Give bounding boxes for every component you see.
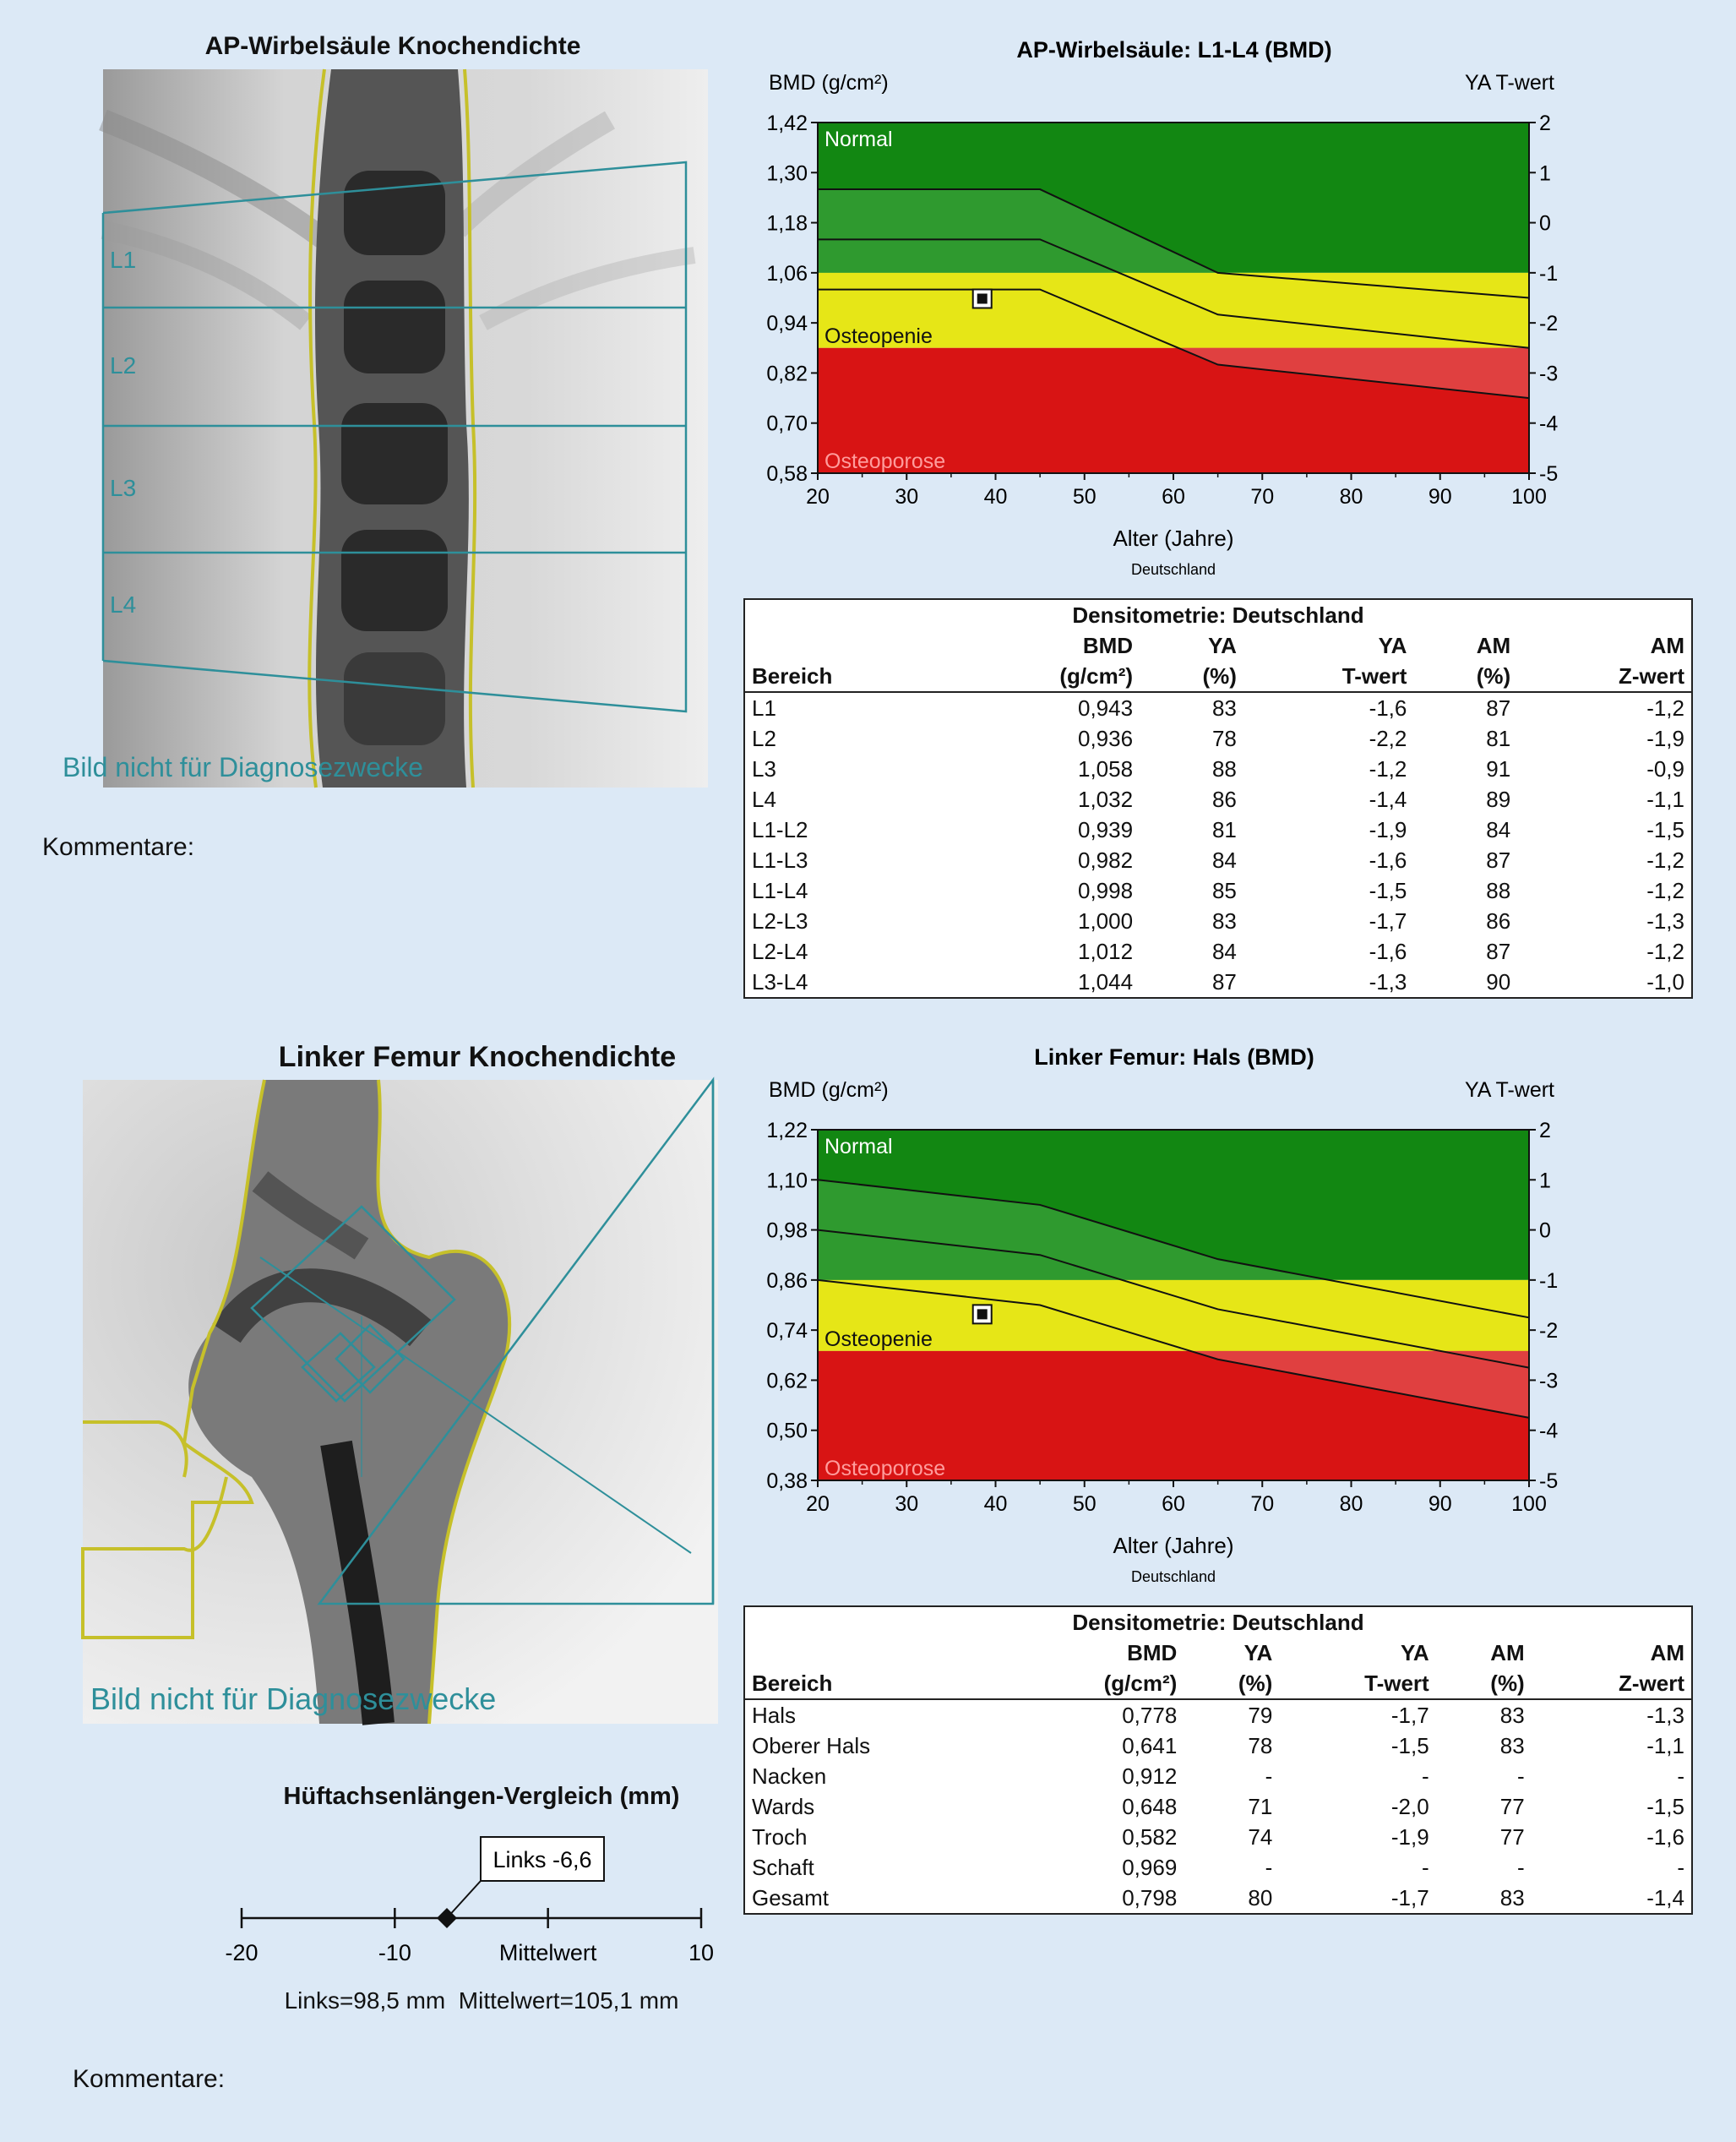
y-tick-label: 0,74 (766, 1319, 808, 1344)
value-cell: -1,4 (1369, 787, 1407, 812)
value-cell: -1,2 (1646, 878, 1684, 903)
table-row (744, 784, 1692, 815)
hip-axis-tick-label: -20 (225, 1940, 258, 1965)
chart-title: AP-Wirbelsäule: L1-L4 (BMD) (1016, 37, 1332, 63)
value-cell: -1,2 (1369, 756, 1407, 782)
header-cell: (%) (1436, 1668, 1532, 1699)
value-cell: 78 (1248, 1733, 1273, 1758)
region-cell: Nacken (752, 1763, 827, 1789)
y-tick-label: 0,58 (766, 462, 808, 486)
value-cell: 0,936 (1077, 726, 1134, 751)
x-tick-label: 90 (1428, 485, 1452, 509)
header-cell: Bereich (744, 1668, 1010, 1699)
y2-axis-label: YA T-wert (1464, 71, 1554, 95)
value-cell: -1,6 (1646, 1824, 1684, 1850)
value-cell: 80 (1248, 1885, 1273, 1910)
value-cell: 81 (1486, 726, 1511, 751)
table-row (744, 936, 1692, 967)
spine-xray-graphic (103, 69, 708, 788)
value-cell: 1,032 (1077, 787, 1134, 812)
y2-tick-label: 0 (1539, 211, 1551, 236)
x-tick-label: 80 (1339, 1492, 1363, 1516)
x-tick-label: 40 (983, 485, 1008, 509)
value-cell: - (1517, 1855, 1525, 1880)
value-cell: -1,5 (1646, 1794, 1684, 1819)
spine-xray-image (63, 69, 708, 788)
value-cell: 86 (1486, 908, 1511, 934)
zone-label-osteopenie: Osteopenie (824, 1327, 933, 1351)
value-cell: 79 (1248, 1703, 1273, 1728)
value-cell: -1,6 (1369, 848, 1407, 873)
region-cell: L4 (752, 787, 776, 812)
x-tick-label: 50 (1072, 485, 1097, 509)
value-cell: 71 (1248, 1794, 1273, 1819)
value-cell: 83 (1499, 1703, 1525, 1728)
value-cell: - (1265, 1763, 1273, 1789)
vertebra-label-l3: L3 (110, 475, 137, 501)
femur-watermark: Bild nicht für Diagnosezwecke (90, 1681, 497, 1716)
table-row (744, 1761, 1692, 1791)
femur-xray-graphic (83, 1080, 718, 1724)
value-cell: -1,1 (1646, 787, 1684, 812)
x-tick-label: 30 (895, 1492, 919, 1516)
spine-bmd-chart (735, 25, 1614, 600)
value-cell: 83 (1211, 908, 1237, 934)
region-cell: L1-L2 (752, 817, 808, 842)
value-cell: 0,982 (1077, 848, 1134, 873)
y-tick-label: 1,10 (766, 1169, 808, 1193)
value-cell: 0,943 (1077, 695, 1134, 721)
femur-densitometry-table (743, 1605, 1693, 1915)
table-row (744, 906, 1692, 936)
region-cell: Wards (752, 1794, 815, 1819)
hip-axis-tick-label: 10 (688, 1940, 715, 1965)
y2-tick-label: -4 (1539, 412, 1559, 436)
value-cell: 0,582 (1122, 1824, 1178, 1850)
y-axis-label: BMD (g/cm²) (769, 1078, 889, 1102)
value-cell: 86 (1211, 787, 1237, 812)
header-cell: YA (1378, 633, 1407, 658)
x-tick-label: 50 (1072, 1492, 1097, 1516)
femur-xray-image (83, 1080, 718, 1724)
value-cell: -1,7 (1390, 1703, 1429, 1728)
header-cell: BMD (1082, 633, 1134, 658)
y-tick-label: 0,94 (766, 312, 808, 336)
value-cell: -1,0 (1646, 969, 1684, 995)
value-cell: 1,000 (1077, 908, 1134, 934)
y-tick-label: 0,86 (766, 1268, 808, 1293)
value-cell: 83 (1499, 1733, 1525, 1758)
value-cell: - (1422, 1855, 1429, 1880)
vertebra-label-l2: L2 (110, 352, 137, 379)
region-cell: L2 (752, 726, 776, 751)
zone-label-normal: Normal (824, 128, 893, 151)
patient-marker-inner (977, 293, 988, 303)
header-cell: YA (1243, 1640, 1273, 1665)
spine-comment-label: Kommentare: (42, 833, 195, 861)
value-cell: 87 (1486, 939, 1511, 964)
value-cell: 85 (1211, 878, 1237, 903)
value-cell: -1,9 (1369, 817, 1407, 842)
femur-comment-label: Kommentare: (73, 2065, 226, 2093)
y2-tick-label: -5 (1539, 462, 1559, 486)
hip-axis-footer: Links=98,5 mm Mittelwert=105,1 mm (284, 1987, 679, 2014)
x-tick-label: 60 (1162, 485, 1185, 509)
y-tick-label: 1,06 (766, 261, 808, 286)
x-tick-label: 70 (1250, 1492, 1275, 1516)
y2-tick-label: 1 (1539, 1169, 1551, 1193)
value-cell: -1,2 (1646, 695, 1684, 721)
header-cell: T-wert (1279, 1668, 1435, 1699)
y2-tick-label: -1 (1539, 261, 1559, 286)
value-cell: -1,6 (1369, 695, 1407, 721)
y-tick-label: 1,30 (766, 161, 808, 186)
spine-image-title: AP-Wirbelsäule Knochendichte (204, 32, 581, 60)
region-cell: Troch (752, 1824, 808, 1850)
value-cell: 0,641 (1122, 1733, 1178, 1758)
table-row (744, 815, 1692, 845)
header-cell: YA (1208, 633, 1237, 658)
value-cell: -1,4 (1646, 1885, 1684, 1910)
value-cell: -1,6 (1369, 939, 1407, 964)
region-cell: Gesamt (752, 1885, 830, 1910)
value-cell: 87 (1486, 695, 1511, 721)
header-cell (744, 1638, 1010, 1668)
value-cell: -1,3 (1646, 1703, 1684, 1728)
vertebra-label-l1: L1 (110, 247, 137, 273)
x-tick-label: 60 (1162, 1492, 1185, 1516)
y2-tick-label: -2 (1539, 312, 1559, 336)
region-cell: L1 (752, 695, 776, 721)
region-cell: Hals (752, 1703, 797, 1728)
y2-tick-label: -2 (1539, 1319, 1559, 1344)
hip-axis-tick-label: -10 (378, 1940, 411, 1965)
table-caption: Densitometrie: Deutschland (1072, 1610, 1364, 1635)
value-cell: -1,5 (1646, 817, 1684, 842)
hip-axis-tick-label: Mittelwert (498, 1940, 597, 1965)
patient-marker-inner (977, 1309, 988, 1319)
chart-title: Linker Femur: Hals (BMD) (1034, 1044, 1314, 1070)
y2-tick-label: 2 (1539, 1119, 1551, 1142)
y2-tick-label: 2 (1539, 112, 1551, 135)
y-tick-label: 1,22 (766, 1119, 808, 1142)
table-row (744, 967, 1692, 998)
value-cell: 84 (1211, 939, 1237, 964)
table-row (744, 1730, 1692, 1761)
vertebra-label-l4: L4 (110, 591, 137, 618)
header-cell: AM (1476, 633, 1511, 658)
header-cell: Z-wert (1532, 1668, 1692, 1699)
y-tick-label: 0,70 (766, 412, 808, 436)
chart-source: Deutschland (1130, 561, 1216, 578)
x-tick-label: 100 (1511, 1492, 1547, 1516)
value-cell: -1,5 (1390, 1733, 1429, 1758)
value-cell: 90 (1486, 969, 1511, 995)
hip-axis-callout: Links -6,6 (493, 1847, 592, 1872)
header-cell: (g/cm²) (1010, 1668, 1184, 1699)
value-cell: 83 (1211, 695, 1237, 721)
table-row (744, 1699, 1692, 1730)
value-cell: -1,3 (1369, 969, 1407, 995)
value-cell: 0,998 (1077, 878, 1134, 903)
y2-tick-label: -5 (1539, 1469, 1559, 1493)
x-tick-label: 90 (1428, 1492, 1452, 1516)
region-cell: L1-L3 (752, 848, 808, 873)
header-cell: Z-wert (1517, 661, 1692, 692)
table-row (744, 845, 1692, 875)
zone-label-normal: Normal (824, 1135, 893, 1158)
value-cell: - (1422, 1763, 1429, 1789)
femur-image-title: Linker Femur Knochendichte (278, 1041, 677, 1073)
value-cell: 0,648 (1122, 1794, 1178, 1819)
value-cell: 74 (1248, 1824, 1273, 1850)
header-cell (744, 630, 951, 661)
region-cell: Schaft (752, 1855, 814, 1880)
value-cell: 87 (1486, 848, 1511, 873)
callout-leader (447, 1881, 481, 1918)
table-row (744, 875, 1692, 906)
y-tick-label: 1,18 (766, 211, 808, 236)
value-cell: -2,0 (1390, 1794, 1429, 1819)
value-cell: - (1677, 1763, 1684, 1789)
y2-tick-label: -3 (1539, 362, 1559, 386)
value-cell: -1,9 (1646, 726, 1684, 751)
x-tick-label: 20 (806, 485, 830, 509)
value-cell: - (1265, 1855, 1273, 1880)
value-cell: 1,044 (1077, 969, 1134, 995)
value-cell: -1,3 (1646, 908, 1684, 934)
value-cell: 0,939 (1077, 817, 1134, 842)
header-cell: (g/cm²) (951, 661, 1140, 692)
y-tick-label: 0,50 (766, 1419, 808, 1443)
value-cell: -1,7 (1369, 908, 1407, 934)
zone-label-osteopenie: Osteopenie (824, 324, 933, 348)
table-row (744, 1791, 1692, 1822)
value-cell: -1,2 (1646, 939, 1684, 964)
y-tick-label: 0,82 (766, 362, 808, 386)
value-cell: 77 (1499, 1794, 1525, 1819)
hip-axis-title: Hüftachsenlängen-Vergleich (mm) (283, 1783, 680, 1810)
region-cell: L2-L4 (752, 939, 808, 964)
zone-label-osteoporose: Osteoporose (824, 1457, 946, 1480)
header-cell: AM (1650, 1640, 1684, 1665)
table-row (744, 723, 1692, 754)
region-cell: L1-L4 (752, 878, 808, 903)
table-row (744, 692, 1692, 723)
value-cell: 88 (1486, 878, 1511, 903)
value-cell: -1,7 (1390, 1885, 1429, 1910)
value-cell: - (1677, 1855, 1684, 1880)
table-row (744, 1852, 1692, 1883)
y-tick-label: 0,98 (766, 1218, 808, 1243)
value-cell: 77 (1499, 1824, 1525, 1850)
region-cell: Oberer Hals (752, 1733, 871, 1758)
value-cell: 1,012 (1077, 939, 1134, 964)
chart-source: Deutschland (1130, 1568, 1216, 1585)
spine-densitometry-table (743, 598, 1693, 999)
x-tick-label: 20 (806, 1492, 830, 1516)
header-cell: Bereich (744, 661, 951, 692)
value-cell: 87 (1211, 969, 1237, 995)
value-cell: 89 (1486, 787, 1511, 812)
value-cell: 0,912 (1122, 1763, 1178, 1789)
zone-label-osteoporose: Osteoporose (824, 450, 946, 473)
spine-watermark: Bild nicht für Diagnosezwecke (63, 752, 423, 782)
header-cell: BMD (1127, 1640, 1178, 1665)
table-row (744, 754, 1692, 784)
table-row (744, 1822, 1692, 1852)
value-cell: 81 (1211, 817, 1237, 842)
y-tick-label: 0,38 (766, 1469, 808, 1493)
femur-bmd-chart (735, 1033, 1614, 1607)
value-cell: 78 (1211, 726, 1237, 751)
value-cell: -1,5 (1369, 878, 1407, 903)
header-cell: (%) (1140, 661, 1243, 692)
y-axis-label: BMD (g/cm²) (769, 71, 889, 95)
value-cell: 84 (1211, 848, 1237, 873)
y-tick-label: 1,42 (766, 112, 808, 135)
value-cell: -2,2 (1369, 726, 1407, 751)
y2-tick-label: -3 (1539, 1369, 1559, 1393)
header-cell: YA (1400, 1640, 1429, 1665)
y2-tick-label: -4 (1539, 1419, 1559, 1443)
region-cell: L3 (752, 756, 776, 782)
header-cell: (%) (1413, 661, 1517, 692)
value-cell: -0,9 (1646, 756, 1684, 782)
value-cell: -1,9 (1390, 1824, 1429, 1850)
region-cell: L2-L3 (752, 908, 808, 934)
x-tick-label: 80 (1339, 485, 1363, 509)
x-tick-label: 40 (983, 1492, 1008, 1516)
value-cell: -1,2 (1646, 848, 1684, 873)
value-cell: - (1517, 1763, 1525, 1789)
y-tick-label: 0,62 (766, 1369, 808, 1393)
y2-tick-label: -1 (1539, 1268, 1559, 1293)
value-cell: 0,969 (1122, 1855, 1178, 1880)
value-cell: 83 (1499, 1885, 1525, 1910)
header-cell: AM (1650, 633, 1684, 658)
x-axis-label: Alter (Jahre) (1113, 526, 1234, 551)
header-cell: AM (1490, 1640, 1525, 1665)
value-cell: 0,798 (1122, 1885, 1178, 1910)
value-cell: 91 (1486, 756, 1511, 782)
x-axis-label: Alter (Jahre) (1113, 1533, 1234, 1558)
header-cell: (%) (1184, 1668, 1279, 1699)
table-row (744, 1883, 1692, 1914)
x-tick-label: 100 (1511, 485, 1547, 509)
y2-tick-label: 1 (1539, 161, 1551, 186)
y2-axis-label: YA T-wert (1464, 1078, 1554, 1102)
x-tick-label: 70 (1250, 485, 1275, 509)
x-tick-label: 30 (895, 485, 919, 509)
table-caption: Densitometrie: Deutschland (1072, 602, 1364, 628)
value-cell: 88 (1211, 756, 1237, 782)
hip-axis-scale (211, 1834, 752, 1965)
y2-tick-label: 0 (1539, 1218, 1551, 1243)
value-cell: 84 (1486, 817, 1511, 842)
region-cell: L3-L4 (752, 969, 808, 995)
header-cell: T-wert (1243, 661, 1413, 692)
value-cell: 1,058 (1077, 756, 1134, 782)
value-cell: 0,778 (1122, 1703, 1178, 1728)
value-cell: -1,1 (1646, 1733, 1684, 1758)
